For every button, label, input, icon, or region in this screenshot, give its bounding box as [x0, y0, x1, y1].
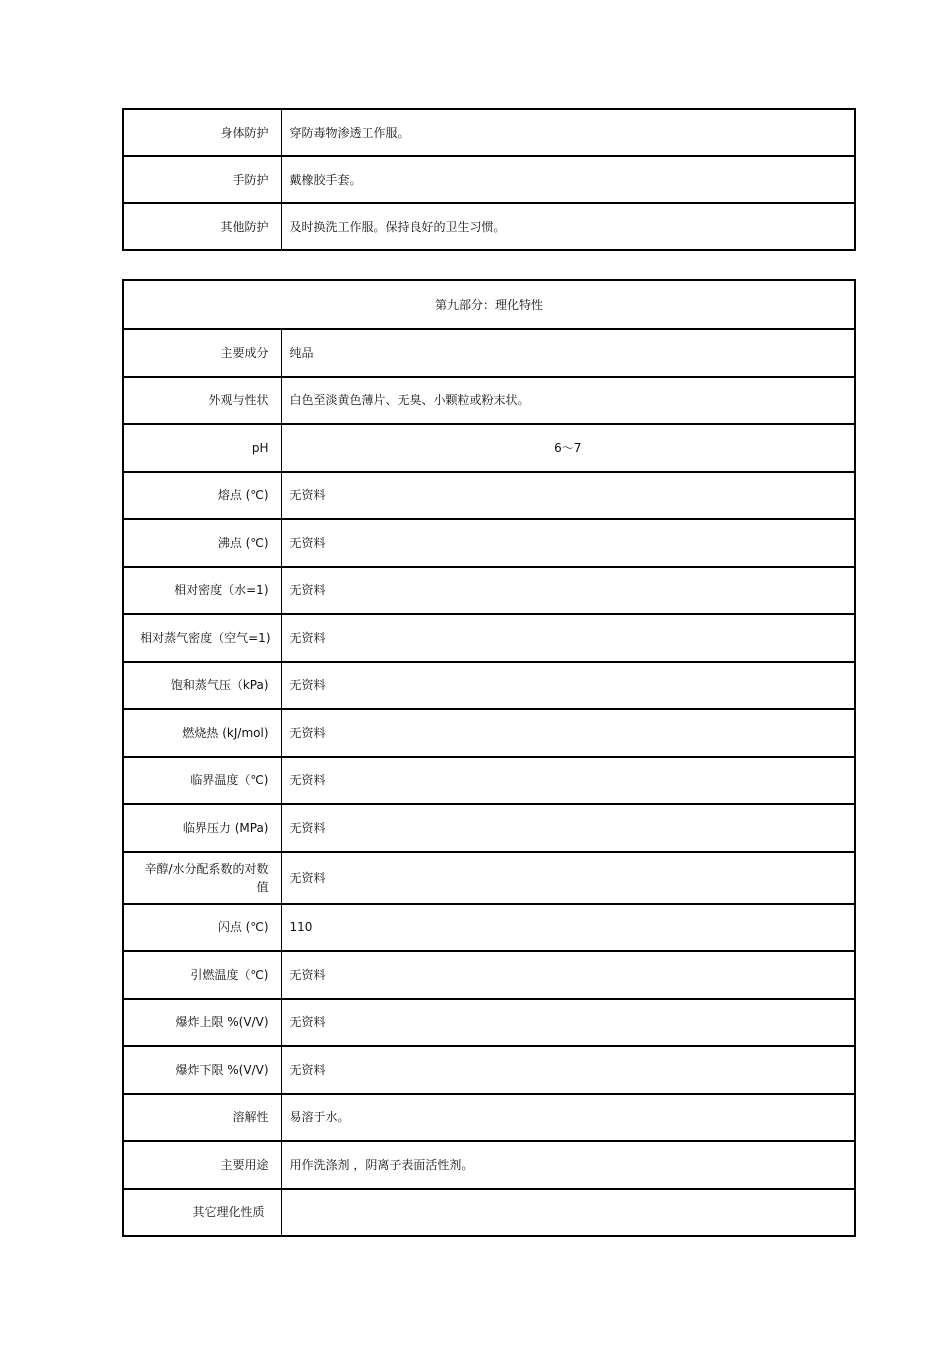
table-row [123, 329, 855, 377]
table-row [123, 804, 855, 852]
row-value: 用作洗涤剂 ，阴离子表面活性剂。 [281, 1141, 855, 1189]
row-value: 6～7 [281, 424, 855, 472]
row-value: 无资料 [281, 614, 855, 662]
row-label: 燃烧热 (kJ/mol) [123, 709, 281, 757]
protection-table [122, 108, 856, 251]
row-label: 引燃温度（℃) [123, 951, 281, 999]
table-row [123, 519, 855, 567]
row-value: 无资料 [281, 1046, 855, 1094]
row-value: 无资料 [281, 852, 855, 904]
row-label: 其它理化性质 [123, 1189, 281, 1237]
table-row [123, 951, 855, 999]
row-value: 易溶于水。 [281, 1094, 855, 1142]
row-label: 临界温度（℃) [123, 757, 281, 805]
row-value: 无资料 [281, 999, 855, 1047]
row-label: 其他防护 [123, 203, 281, 250]
table-row [123, 109, 855, 156]
row-label: 熔点 (℃) [123, 472, 281, 520]
row-value: 110 [281, 904, 855, 952]
section-title: 第九部分：理化特性 [123, 280, 855, 329]
row-value: 穿防毒物渗透工作服。 [281, 109, 855, 156]
row-value: 白色至淡黄色薄片、无臭、小颗粒或粉末状。 [281, 377, 855, 425]
row-label: 爆炸下限 %(V/V) [123, 1046, 281, 1094]
section-header-row [123, 280, 855, 329]
table-row [123, 1189, 855, 1237]
table-row [123, 614, 855, 662]
table-row [123, 852, 855, 904]
row-value [281, 1189, 855, 1237]
properties-table [122, 279, 856, 1237]
row-value: 纯品 [281, 329, 855, 377]
row-label: 饱和蒸气压（kPa) [123, 662, 281, 710]
row-label: 临界压力 (MPa) [123, 804, 281, 852]
table-row [123, 904, 855, 952]
row-label: 沸点 (℃) [123, 519, 281, 567]
row-value: 无资料 [281, 709, 855, 757]
table-row [123, 567, 855, 615]
row-label: 溶解性 [123, 1094, 281, 1142]
table-row [123, 156, 855, 203]
row-label: 闪点 (℃) [123, 904, 281, 952]
row-value: 无资料 [281, 804, 855, 852]
row-label: 手防护 [123, 156, 281, 203]
row-value: 无资料 [281, 519, 855, 567]
table-row [123, 424, 855, 472]
table-row [123, 757, 855, 805]
row-label: 辛醇/水分配系数的对数值 [123, 852, 281, 904]
table-row [123, 999, 855, 1047]
table-row [123, 203, 855, 250]
row-value: 无资料 [281, 472, 855, 520]
row-value: 无资料 [281, 757, 855, 805]
row-value: 及时换洗工作服。保持良好的卫生习惯。 [281, 203, 855, 250]
table-row [123, 1141, 855, 1189]
row-label: 相对蒸气密度（空气=1) [123, 614, 281, 662]
table-row [123, 709, 855, 757]
table-row [123, 1046, 855, 1094]
row-label: 爆炸上限 %(V/V) [123, 999, 281, 1047]
row-label: 外观与性状 [123, 377, 281, 425]
row-label: pH [123, 424, 281, 472]
row-label: 主要用途 [123, 1141, 281, 1189]
table-row [123, 472, 855, 520]
row-label: 身体防护 [123, 109, 281, 156]
table-row [123, 377, 855, 425]
row-value: 无资料 [281, 567, 855, 615]
row-label: 主要成分 [123, 329, 281, 377]
row-value: 无资料 [281, 951, 855, 999]
row-label: 相对密度（水=1) [123, 567, 281, 615]
row-value: 无资料 [281, 662, 855, 710]
table-row [123, 1094, 855, 1142]
row-value: 戴橡胶手套。 [281, 156, 855, 203]
table-row [123, 662, 855, 710]
